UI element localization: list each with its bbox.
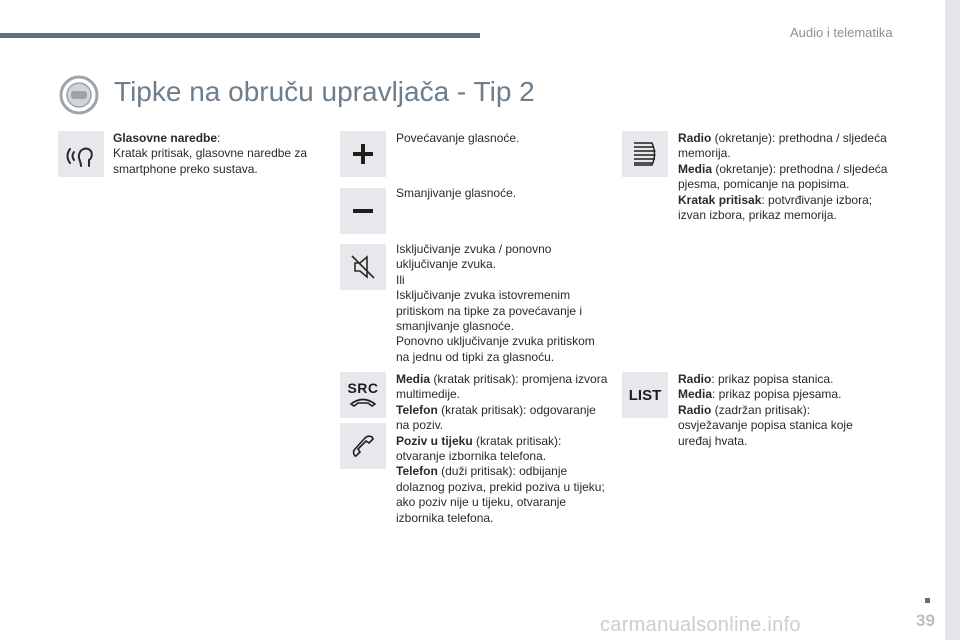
list-label: LIST	[628, 386, 662, 404]
side-strip	[945, 0, 960, 640]
voice-command-text: Glasovne naredbe: Kratak pritisak, glasovne naredbe za smartphone preko sustava.	[113, 131, 308, 176]
src-phone-icon	[340, 372, 386, 418]
src-line-3: Poziv u tijeku (kratak pritisak): otvaranje izbornika telefona.	[396, 433, 562, 464]
page-title: Tipke na obruču upravljača - Tip 2	[114, 76, 535, 107]
header-bar	[0, 33, 480, 38]
src-text	[396, 372, 608, 526]
src-label: SRC	[347, 380, 379, 396]
volume-down-text: Smanjivanje glasnoće.	[396, 186, 517, 200]
thumbwheel-text	[678, 131, 893, 223]
list-text	[678, 372, 878, 449]
watermark: carmanualsonline.info	[600, 614, 801, 636]
src-line-4: Telefon (duži pritisak): odbijanje dolaznog poziva, prekid poziva u tijeku; ako poziv nije u tijeku, otvaranje izbornika telefona.	[396, 464, 605, 525]
phone-icon	[340, 423, 386, 469]
wheel-line-3: Kratak pritisak: potvrđivanje izbora; izvan izbora, prikaz memorija.	[678, 192, 873, 223]
section-title: Audio i telematika	[790, 25, 893, 40]
steering-wheel-icon	[58, 74, 100, 116]
volume-up-text: Povećavanje glasnoće.	[396, 131, 520, 145]
list-icon	[622, 372, 668, 418]
page-number: 39	[916, 611, 935, 630]
thumbwheel-icon	[622, 131, 668, 177]
voice-command-icon	[58, 131, 104, 177]
list-line-2: Media: prikaz popisa pjesama.	[678, 387, 842, 402]
minus-icon	[340, 188, 386, 234]
list-line-3: Radio (zadržan pritisak): osvježavanje popisa stanica koje uređaj hvata.	[678, 402, 853, 448]
list-line-1: Radio: prikaz popisa stanica.	[678, 372, 834, 386]
src-line-1: Media (kratak pritisak): promjena izvora multimedije.	[396, 372, 608, 402]
wheel-line-1: Radio (okretanje): prethodna / sljedeća memorija.	[678, 131, 887, 161]
page-marker	[925, 598, 930, 603]
mute-text: Isključivanje zvuka / ponovno uključivanje zvuka. Ili Isključivanje zvuka istovremenim pritiskom na tipke za povećavanje i smanjivanje glasnoće. Ponovno uključivanje zvuka pritiskom na jednu od tipki za glasnoću.	[396, 242, 595, 364]
plus-icon	[340, 131, 386, 177]
mute-icon	[340, 244, 386, 290]
wheel-line-2: Media (okretanje): prethodna / sljedeća pjesma, pomicanje na popisima.	[678, 161, 888, 192]
src-line-2: Telefon (kratak pritisak): odgovaranje na poziv.	[396, 402, 596, 433]
